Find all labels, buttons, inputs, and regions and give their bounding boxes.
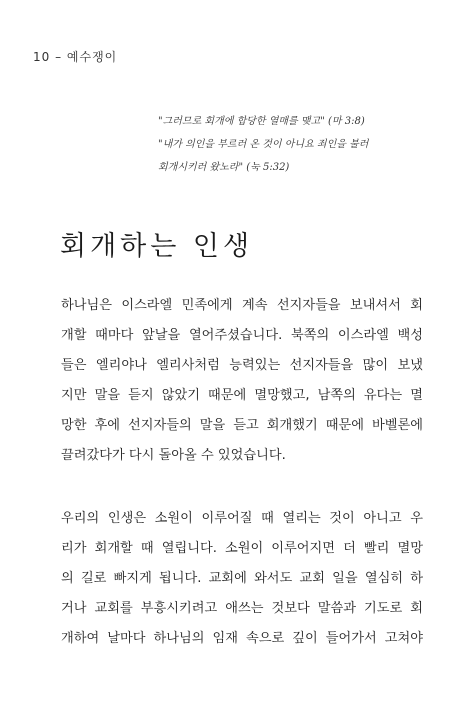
paragraph-line: 끌려갔다가 다시 돌아올 수 있었습니다. <box>61 448 286 463</box>
body-paragraph <box>61 291 423 471</box>
paragraph-line: 개할 때마다 앞날을 열어주셨습니다. 북쪽의 이스라엘 백성 <box>61 328 423 343</box>
section-title: 회개하는 인생 <box>60 231 254 262</box>
body-paragraph <box>61 504 423 654</box>
quote-line: 회개시키러 왔노라" (눅 5:32) <box>158 162 290 173</box>
paragraph-line: 리가 회개할 때 열립니다. 소원이 이루어지면 더 빨리 멸망 <box>61 541 423 556</box>
paragraph-line: 우리의 인생은 소원이 이루어질 때 열리는 것이 아니고 우 <box>61 511 423 526</box>
paragraph-line: 하나님은 이스라엘 민족에게 계속 선지자들을 보내셔서 회 <box>61 298 423 313</box>
paragraph-line: 의 길로 빠지게 됩니다. 교회에 와서도 교회 일을 열심히 하 <box>61 571 423 586</box>
paragraph-line: 망한 후에 선지자들의 말을 듣고 회개했기 때문에 바벨론에 <box>61 418 423 433</box>
quote-line: "내가 의인을 부르러 온 것이 아니요 죄인을 불러 <box>158 139 369 150</box>
paragraph-line: 들은 엘리야나 엘리사처럼 능력있는 선지자들을 많이 보냈 <box>61 358 423 373</box>
paragraph-line: 개하여 날마다 하나님의 임재 속으로 깊이 들어가서 고쳐야 <box>61 631 423 646</box>
epigraph-quote <box>158 110 458 179</box>
paragraph-line: 지만 말을 듣지 않았기 때문에 멸망했고, 남쪽의 유다는 멸 <box>61 388 423 403</box>
paragraph-line: 거나 교회를 부흥시키려고 애쓰는 것보다 말씀과 기도로 회 <box>61 601 423 616</box>
chapter-header: 10 – 예수쟁이 <box>33 50 118 64</box>
quote-line: "그러므로 회개에 합당한 열매를 맺고" (마 3:8) <box>158 116 365 127</box>
